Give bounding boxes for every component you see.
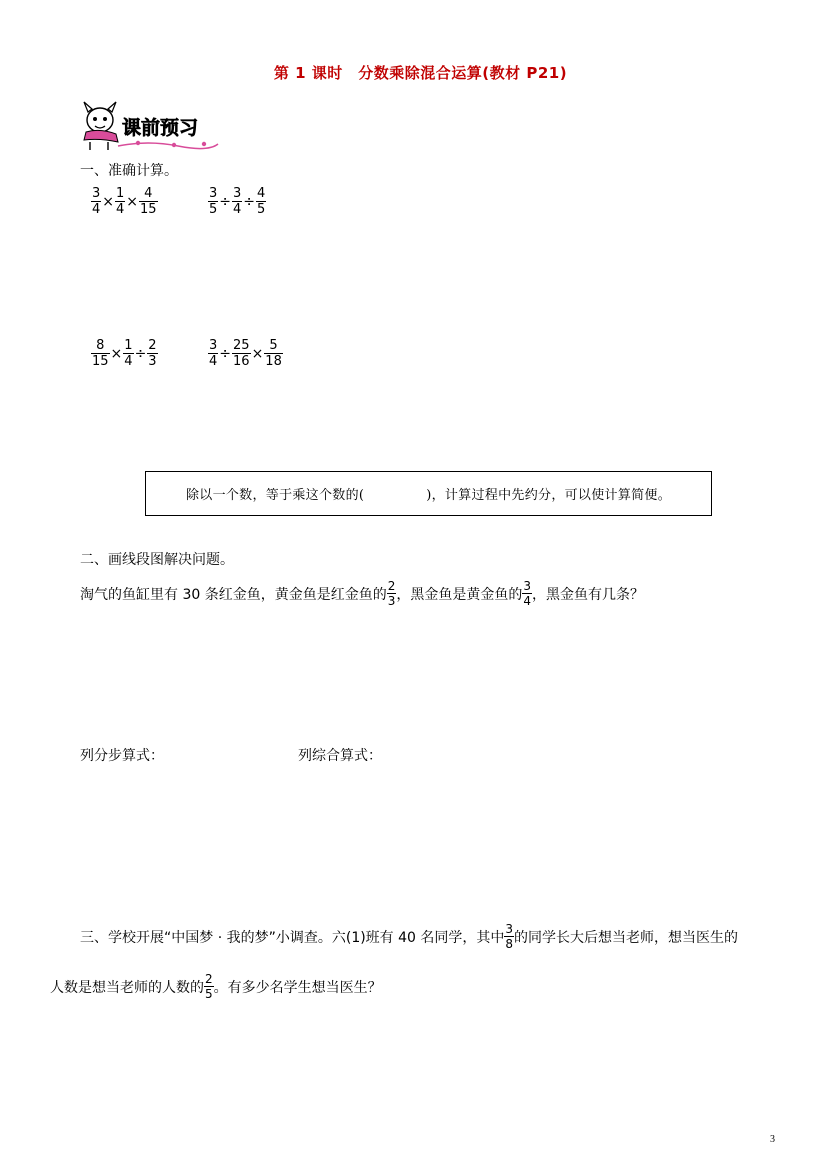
denominator: 4 — [124, 354, 133, 369]
logo-banner — [118, 116, 218, 149]
fraction — [208, 186, 218, 217]
fraction — [264, 338, 283, 369]
fraction — [139, 186, 158, 217]
numerator: 3 — [209, 338, 218, 353]
lesson-logo — [78, 98, 228, 158]
denominator: 5 — [209, 202, 218, 217]
fraction — [123, 338, 133, 369]
denominator: 15 — [92, 354, 109, 369]
section2-problem — [80, 579, 644, 608]
goat-mascot-icon — [84, 102, 118, 150]
expression-3 — [91, 338, 158, 369]
numerator: 8 — [96, 338, 105, 353]
tip-text-before: 除以一个数，等于乘这个数的( — [185, 488, 365, 503]
numerator: 2 — [148, 338, 157, 353]
combined-calc-label: 列综合算式： — [298, 748, 382, 764]
tip-text-after: )，计算过程中先约分，可以使计算简便。 — [426, 488, 672, 503]
numerator: 3 — [209, 186, 218, 201]
denominator: 4 — [116, 202, 125, 217]
page-title: 第 1 课时 分数乘除混合运算(教材 P21) — [273, 64, 568, 82]
fraction — [147, 338, 157, 369]
numerator: 25 — [233, 338, 250, 353]
fraction — [91, 186, 101, 217]
numerator: 5 — [269, 338, 278, 353]
fraction-three-eighths: $\frac{3}{8}$ — [505, 922, 514, 951]
denominator: 15 — [140, 202, 157, 217]
denominator: 4 — [92, 202, 101, 217]
fraction — [208, 338, 218, 369]
operator: × — [110, 345, 123, 362]
section3-line2 — [50, 972, 382, 1001]
problem-text-3: ，黑金鱼有几条？ — [532, 586, 644, 603]
section3-line1 — [80, 922, 738, 951]
denominator: 16 — [233, 354, 250, 369]
fraction-three-quarters: $\frac{3}{4}$ — [523, 579, 531, 608]
denominator: 3 — [148, 354, 157, 369]
section3-text-a: 三、学校开展“中国梦 · 我的梦”小调查。六(1)班有 40 名同学，其中 — [80, 929, 505, 946]
numerator: 4 — [257, 186, 266, 201]
section3-text-d: 。有多少名学生想当医生？ — [213, 979, 382, 996]
numerator: 3 — [233, 186, 242, 201]
operator: ÷ — [219, 193, 232, 210]
svg-text:课前预习: 课前预习 — [122, 117, 199, 139]
fraction — [115, 186, 125, 217]
section3-text-c: 人数是想当老师的人数的 — [50, 979, 204, 996]
denominator: 4 — [233, 202, 242, 217]
numerator: 1 — [124, 338, 133, 353]
fraction-two-thirds: $\frac{2}{3}$ — [387, 579, 396, 608]
numerator: 4 — [144, 186, 153, 201]
operator: ÷ — [243, 193, 256, 210]
tip-box — [145, 471, 712, 516]
tip-text — [146, 484, 711, 503]
denominator: 4 — [209, 354, 218, 369]
operator: × — [251, 345, 264, 362]
fraction — [256, 186, 266, 217]
operator: × — [126, 193, 139, 210]
fraction — [232, 338, 251, 369]
fraction — [91, 338, 110, 369]
section1-heading: 一、准确计算。 — [80, 163, 178, 179]
step-calc-label: 列分步算式： — [80, 748, 164, 764]
numerator: 1 — [116, 186, 125, 201]
expression-4 — [208, 338, 283, 369]
section2-heading: 二、画线段图解决问题。 — [80, 552, 234, 568]
numerator: 3 — [92, 186, 101, 201]
expression-1 — [91, 186, 158, 217]
denominator: 18 — [265, 354, 282, 369]
operator: × — [102, 193, 115, 210]
problem-text-2: ，黑金鱼是黄金鱼的 — [396, 586, 523, 603]
denominator: 5 — [257, 202, 266, 217]
page-number: 3 — [770, 1134, 775, 1145]
operator: ÷ — [219, 345, 232, 362]
problem-text-1: 淘气的鱼缸里有 30 条红金鱼，黄金鱼是红金鱼的 — [80, 586, 387, 603]
fraction — [232, 186, 242, 217]
operator: ÷ — [134, 345, 147, 362]
fraction-two-fifths: $\frac{2}{5}$ — [205, 972, 213, 1001]
expression-2 — [208, 186, 266, 217]
section3-text-b: 的同学长大后想当老师，想当医生的 — [514, 929, 739, 946]
